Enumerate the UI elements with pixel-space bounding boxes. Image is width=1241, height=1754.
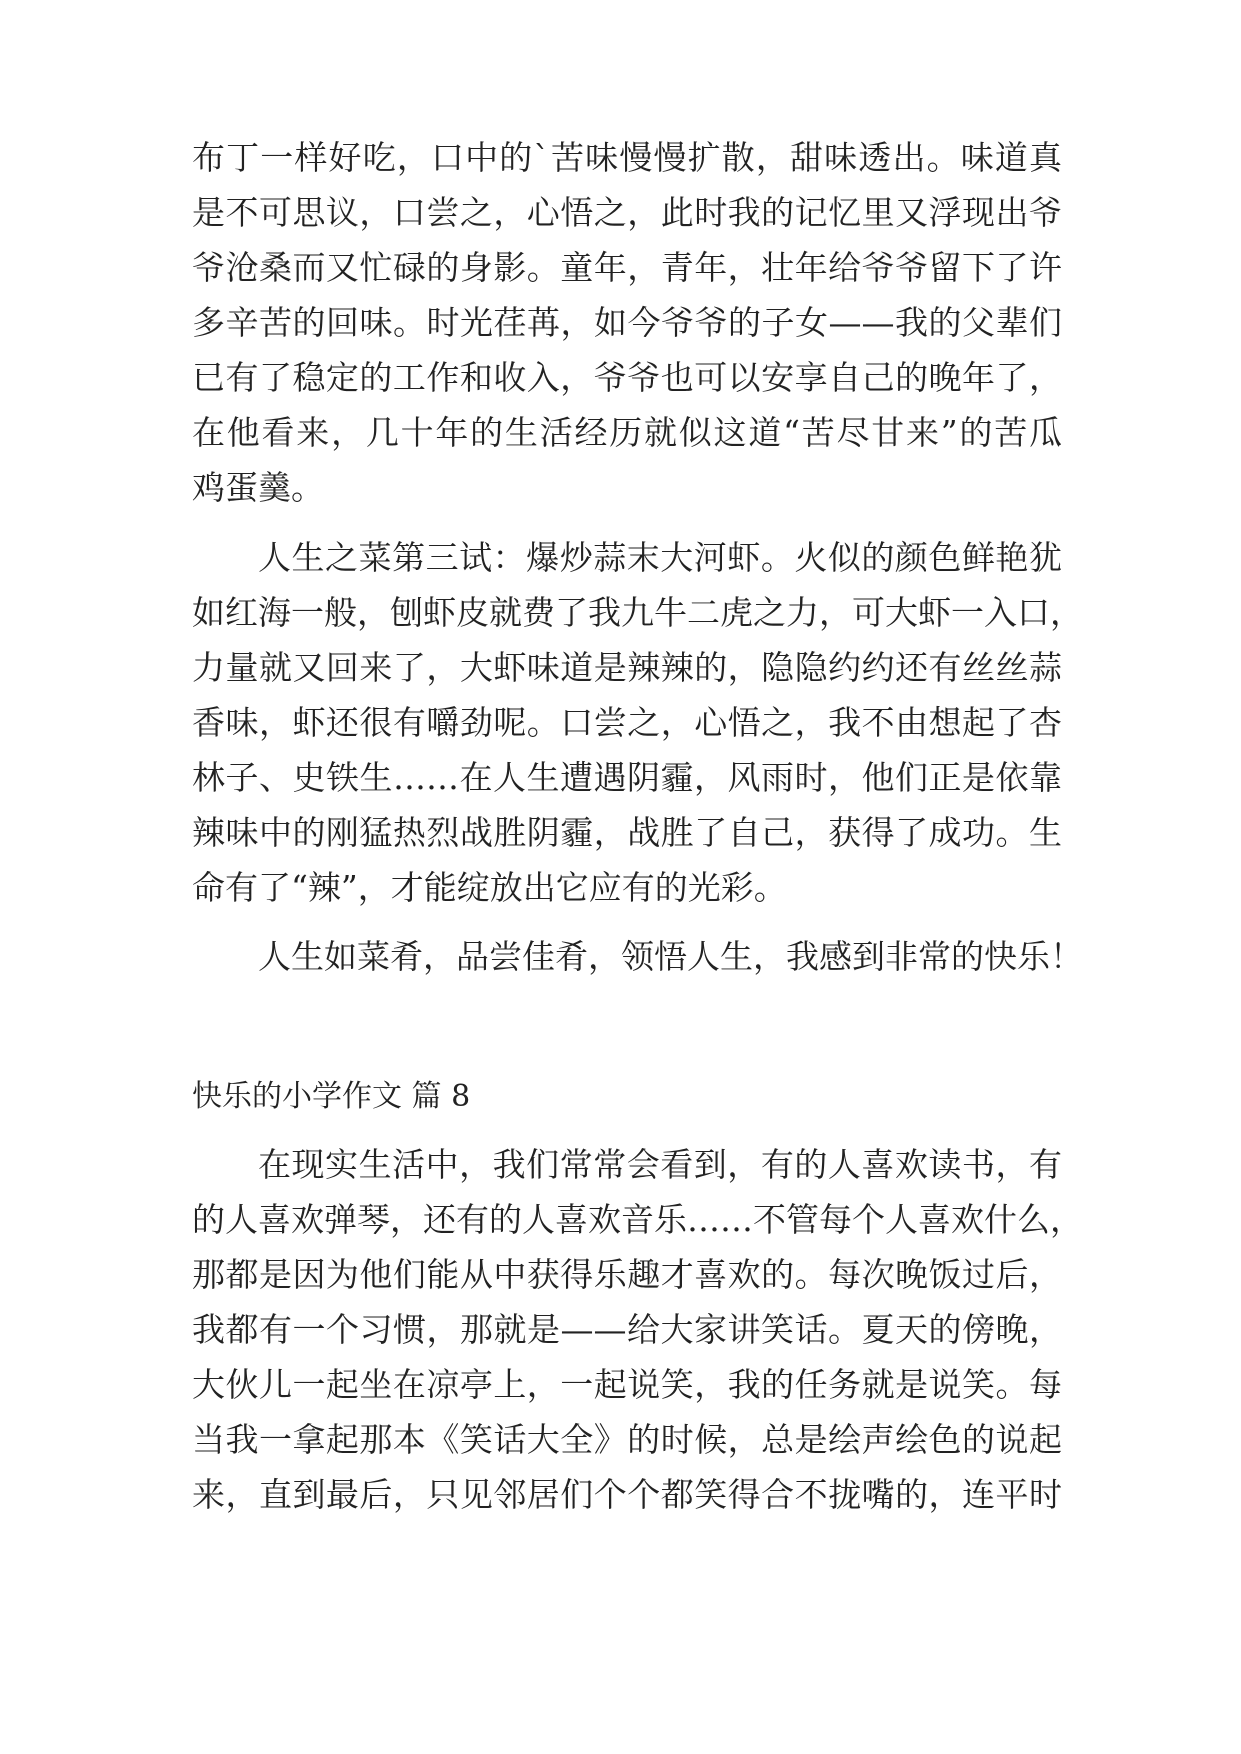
text-line: 大伙儿一起坐在凉亭上，一起说笑，我的任务就是说笑。每 — [192, 1365, 1062, 1404]
text-line: 布丁一样好吃，口中的`苦味慢慢扩散，甜味透出。味道真 — [192, 138, 1062, 177]
section-heading: 快乐的小学作文 篇 8 — [192, 1079, 471, 1114]
text-line: 爷沧桑而又忙碌的身影。童年，青年，壮年给爷爷留下了许 — [192, 248, 1062, 287]
text-line: 已有了稳定的工作和收入，爷爷也可以安享自己的晚年了， — [192, 358, 1062, 397]
text-line: 来，直到最后，只见邻居们个个都笑得合不拢嘴的，连平时 — [192, 1475, 1062, 1514]
text-line: 命有了“辣”，才能绽放出它应有的光彩。 — [192, 868, 787, 907]
text-line: 是不可思议，口尝之，心悟之，此时我的记忆里又浮现出爷 — [192, 193, 1062, 232]
text-line: 多辛苦的回味。时光荏苒，如今爷爷的子女——我的父辈们 — [192, 303, 1062, 342]
text-line: 香味，虾还很有嚼劲呢。口尝之，心悟之，我不由想起了杏 — [192, 703, 1062, 742]
text-line: 的人喜欢弹琴，还有的人喜欢音乐……不管每个人喜欢什么， — [192, 1200, 1083, 1239]
text-line: 当我一拿起那本《笑话大全》的时候，总是绘声绘色的说起 — [192, 1420, 1062, 1459]
text-line: 人生如菜肴，品尝佳肴，领悟人生，我感到非常的快乐！ — [258, 937, 1083, 976]
text-line: 辣味中的刚猛热烈战胜阴霾，战胜了自己，获得了成功。生 — [192, 813, 1062, 852]
text-line: 如红海一般，刨虾皮就费了我九牛二虎之力，可大虾一入口， — [192, 593, 1083, 632]
text-line: 那都是因为他们能从中获得乐趣才喜欢的。每次晚饭过后， — [192, 1255, 1062, 1294]
text-line: 力量就又回来了，大虾味道是辣辣的，隐隐约约还有丝丝蒜 — [192, 648, 1062, 687]
text-line: 在现实生活中，我们常常会看到，有的人喜欢读书，有 — [258, 1145, 1062, 1184]
text-line: 人生之菜第三试：爆炒蒜末大河虾。火似的颜色鲜艳犹 — [258, 538, 1062, 577]
text-line: 林子、史铁生……在人生遭遇阴霾，风雨时，他们正是依靠 — [192, 758, 1062, 797]
text-line: 在他看来，几十年的生活经历就似这道“苦尽甘来”的苦瓜 — [192, 413, 1062, 452]
text-line: 我都有一个习惯，那就是——给大家讲笑话。夏天的傍晚， — [192, 1310, 1062, 1349]
text-line: 鸡蛋羹。 — [192, 468, 324, 507]
